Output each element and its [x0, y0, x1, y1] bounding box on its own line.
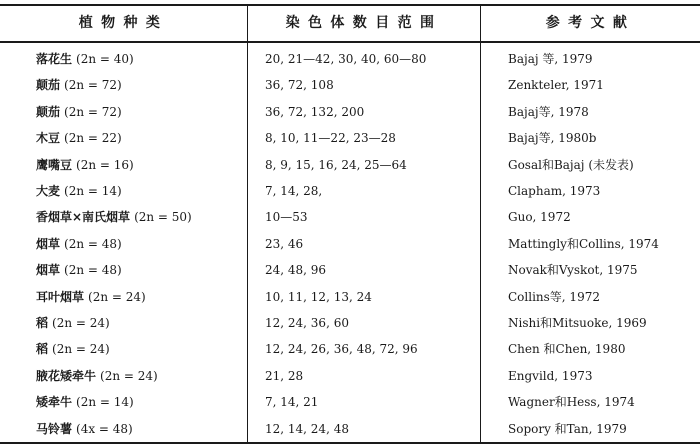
reference: Bajaj等, 1980b	[508, 131, 597, 146]
reference: Zenkteler, 1971	[508, 78, 604, 93]
chromosome-range: 7, 14, 28,	[265, 184, 323, 198]
chromosome-range: 20, 21—42, 30, 40, 60—80	[265, 52, 427, 66]
species-cell	[36, 231, 241, 257]
table-row	[0, 310, 700, 336]
chromosome-number: (2n = 50)	[134, 210, 192, 225]
species-name: 大麦	[36, 184, 61, 198]
chromosome-number: (2n = 24)	[100, 368, 158, 383]
table-row	[0, 336, 700, 362]
chromosome-range: 12, 24, 26, 36, 48, 72, 96	[265, 342, 418, 357]
species-name: 颠茄	[36, 78, 61, 93]
chromosome-range: 12, 14, 24, 48	[265, 421, 349, 436]
species-cell	[36, 389, 241, 415]
table-row	[0, 99, 700, 125]
chromosome-number: (2n = 72)	[64, 78, 122, 93]
reference: Collins等, 1972	[508, 289, 600, 304]
species-cell	[36, 257, 241, 283]
reference: Clapham, 1973	[508, 184, 601, 198]
reference: Guo, 1972	[508, 210, 571, 225]
chromosome-number: (2n = 14)	[64, 184, 122, 198]
species-name: 耳叶烟草	[36, 289, 85, 304]
species-name: 落花生	[36, 52, 73, 66]
header-reference: 参考文献	[545, 15, 636, 31]
table-row	[0, 389, 700, 415]
chromosome-range: 24, 48, 96	[265, 263, 327, 278]
chromosome-number: (2n = 16)	[76, 157, 134, 172]
table-row	[0, 46, 700, 72]
chromosome-number: (2n = 24)	[88, 289, 146, 304]
table-row	[0, 416, 700, 442]
species-cell	[36, 178, 241, 204]
species-name: 烟草	[36, 236, 61, 251]
chromosome-number: (4x = 48)	[76, 421, 133, 436]
reference: Wagner和Hess, 1974	[508, 395, 635, 410]
species-name: 马铃薯	[36, 421, 73, 436]
species-cell	[36, 152, 241, 178]
species-name: 木豆	[36, 131, 61, 146]
chromosome-range: 8, 9, 15, 16, 24, 25—64	[265, 157, 407, 172]
table-row	[0, 257, 700, 283]
chromosome-range: 36, 72, 132, 200	[265, 104, 365, 119]
chromosome-number: (2n = 24)	[52, 316, 110, 330]
species-cell	[36, 336, 241, 362]
table-row	[0, 178, 700, 204]
chromosome-number: (2n = 40)	[76, 52, 134, 66]
chromosome-range: 10—53	[265, 210, 308, 225]
chromosome-range: 10, 11, 12, 13, 24	[265, 289, 372, 304]
chromosome-range: 7, 14, 21	[265, 395, 319, 410]
species-name: 烟草	[36, 263, 61, 278]
species-name: 稻	[36, 342, 49, 357]
chromosome-number: (2n = 48)	[64, 263, 122, 278]
reference: Chen 和Chen, 1980	[508, 342, 626, 357]
reference: Bajaj等, 1978	[508, 104, 589, 119]
species-name: 颠茄	[36, 104, 61, 119]
table-bottom-rule	[0, 442, 700, 444]
header-chromosome-range: 染色体数目范围	[285, 15, 443, 31]
chromosome-range: 12, 24, 36, 60	[265, 316, 349, 330]
header-species: 植物种类	[78, 15, 169, 31]
chromosome-range: 8, 10, 11—22, 23—28	[265, 131, 396, 146]
species-name: 矮牵牛	[36, 395, 73, 410]
species-name: 鹰嘴豆	[36, 157, 73, 172]
table-row	[0, 125, 700, 151]
chromosome-number: (2n = 14)	[76, 395, 134, 410]
species-cell	[36, 72, 241, 98]
chromosome-range: 21, 28	[265, 368, 304, 383]
species-cell	[36, 284, 241, 310]
reference: Mattingly和Collins, 1974	[508, 236, 659, 251]
species-name: 腋花矮牵牛	[36, 368, 97, 383]
chromosome-number: (2n = 48)	[64, 236, 122, 251]
table-row	[0, 72, 700, 98]
chromosome-number: (2n = 22)	[64, 131, 122, 146]
reference: Bajaj 等, 1979	[508, 52, 593, 66]
species-name: 稻	[36, 316, 49, 330]
species-cell	[36, 310, 241, 336]
chromosome-range: 23, 46	[265, 236, 304, 251]
reference: Sopory 和Tan, 1979	[508, 421, 627, 436]
chromosome-number: (2n = 72)	[64, 104, 122, 119]
reference: Novak和Vyskot, 1975	[508, 263, 638, 278]
reference: Nishi和Mitsuoke, 1969	[508, 316, 647, 330]
table-row	[0, 152, 700, 178]
reference: Gosal和Bajaj (未发表)	[508, 157, 634, 172]
table-row	[0, 363, 700, 389]
species-cell	[36, 416, 241, 442]
table-row	[0, 204, 700, 230]
species-cell	[36, 125, 241, 151]
species-name: 香烟草×南氏烟草	[36, 210, 131, 225]
species-cell	[36, 99, 241, 125]
species-cell	[36, 363, 241, 389]
header-rule	[0, 41, 700, 43]
table-row	[0, 284, 700, 310]
chromosome-range: 36, 72, 108	[265, 78, 334, 93]
table-row	[0, 231, 700, 257]
chromosome-number: (2n = 24)	[52, 342, 110, 357]
species-cell	[36, 204, 241, 230]
reference: Engvild, 1973	[508, 368, 593, 383]
species-cell	[36, 46, 241, 72]
